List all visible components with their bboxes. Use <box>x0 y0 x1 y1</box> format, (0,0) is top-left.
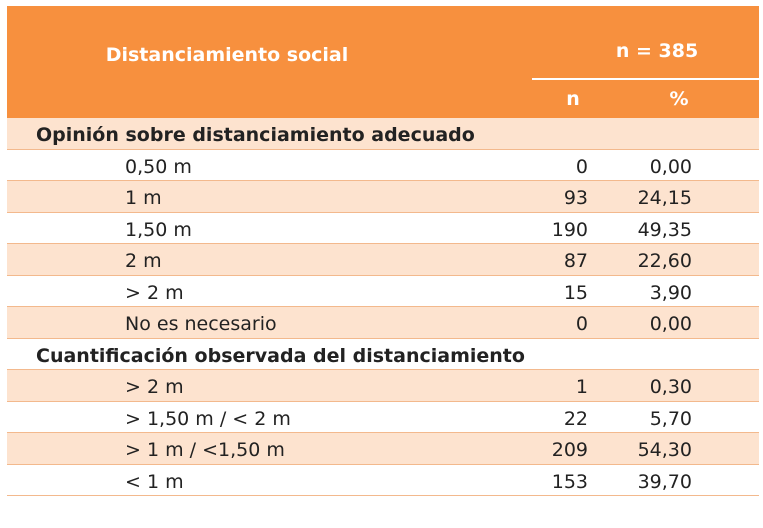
row-n-value: 93 <box>563 187 588 209</box>
header-distanciamiento-social: Distanciamiento social <box>105 44 349 66</box>
table-row <box>7 244 759 276</box>
row-label: No es necesario <box>125 313 277 335</box>
row-label: > 2 m <box>125 376 184 398</box>
row-n-value: 22 <box>563 407 588 430</box>
row-percent-value: 39,70 <box>637 470 692 493</box>
row-n-value: 87 <box>563 250 588 272</box>
header-n: n <box>566 88 580 110</box>
section-title: Cuantificación observada del distanciamiento <box>36 344 525 367</box>
row-label: 0,50 m <box>125 155 192 178</box>
section-row <box>7 118 759 150</box>
table-header <box>7 6 759 118</box>
row-n-value: 0 <box>575 313 588 335</box>
row-percent-value: 0,30 <box>649 376 692 398</box>
row-n-value: 209 <box>551 439 588 461</box>
row-percent-value: 24,15 <box>637 187 692 209</box>
row-n-value: 190 <box>551 218 588 241</box>
table-row <box>7 370 759 402</box>
table-row <box>7 150 759 182</box>
row-label: 1 m <box>125 187 162 209</box>
row-n-value: 0 <box>575 155 588 178</box>
row-percent-value: 5,70 <box>649 407 692 430</box>
row-label: 1,50 m <box>125 218 192 241</box>
row-percent-value: 22,60 <box>637 250 692 272</box>
row-percent-value: 0,00 <box>649 313 692 335</box>
row-n-value: 1 <box>575 376 588 398</box>
row-percent-value: 3,90 <box>649 281 692 304</box>
row-label: > 1,50 m / < 2 m <box>125 407 291 430</box>
table-row <box>7 307 759 339</box>
row-label: < 1 m <box>125 470 184 493</box>
table-row <box>7 181 759 213</box>
row-divider <box>7 495 759 496</box>
table-row <box>7 433 759 465</box>
row-label: 2 m <box>125 250 162 272</box>
row-label: > 1 m / <1,50 m <box>125 439 285 461</box>
distancing-table <box>7 6 759 522</box>
row-percent-value: 49,35 <box>637 218 692 241</box>
section-row <box>7 339 759 371</box>
header-rule <box>532 78 762 80</box>
row-percent-value: 54,30 <box>637 439 692 461</box>
table-row <box>7 465 759 497</box>
table-row <box>7 276 759 308</box>
row-label: > 2 m <box>125 281 184 304</box>
row-n-value: 15 <box>563 281 588 304</box>
table-row <box>7 213 759 245</box>
row-n-value: 153 <box>551 470 588 493</box>
table-row <box>7 402 759 434</box>
row-percent-value: 0,00 <box>649 155 692 178</box>
header-percent: % <box>669 88 689 110</box>
section-title: Opinión sobre distanciamiento adecuado <box>36 124 475 146</box>
header-n-385: n = 385 <box>615 40 699 62</box>
